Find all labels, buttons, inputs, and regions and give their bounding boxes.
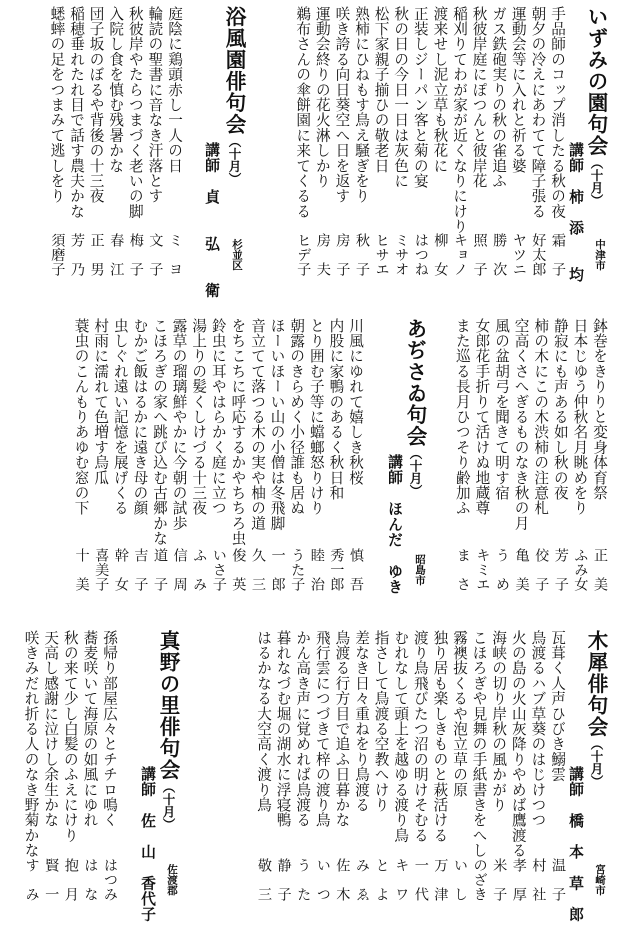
haiku-author: 温 子 (550, 858, 566, 902)
spacer (386, 485, 403, 501)
haiku-line: 蟋蟀の足をつまみて逃しをり (48, 6, 66, 204)
haiku-line: とり囲む子等に蟷螂怒りけり (307, 318, 325, 516)
haiku-author: 秀一郎 (328, 548, 345, 592)
teacher-prefix: 講師 (567, 142, 584, 174)
haiku-author: 正 男 (88, 233, 105, 277)
haiku-line: 渡り鳥飛びたつ沼の明けそむる (411, 630, 429, 843)
club-month: （十月） (408, 447, 423, 497)
club-name: あぢさゐ句会 (403, 318, 427, 447)
teacher-prefix: 講師 (139, 766, 156, 798)
haiku-author: 孝 厚 (510, 858, 527, 902)
haiku-author: 敬 三 (256, 858, 272, 902)
haiku-line: 川風にゆれて嬉しき秋桜 (347, 318, 364, 486)
haiku-author: 勝 次 (491, 233, 508, 277)
haiku-line: 鳥渡るハブ草葵のはじけつつ (529, 630, 547, 828)
haiku-author: 芳 子 (552, 548, 569, 592)
haiku-author: 万 津 (432, 858, 449, 902)
haiku-line: むれなして頭上を越ゆる渡り鳥 (392, 630, 410, 843)
haiku-author: キミエ (474, 548, 491, 592)
haiku-line: ガス鉄砲実りの秋の雀追ふ (490, 6, 508, 189)
haiku-author: 佼 子 (533, 548, 550, 592)
haiku-line: また巡る長月ひつそり齢加ふ (453, 318, 471, 516)
haiku-line: 露草の瑠璃鮮やかに今朝の試歩 (170, 318, 188, 531)
haiku-line: 鉢巻をきりりと変身体育祭 (591, 318, 608, 501)
haiku-author: 幹 女 (112, 548, 129, 592)
haiku-author: う め (494, 548, 510, 592)
haiku-author: ヒデ子 (295, 233, 312, 277)
haiku-line: 暮れなづむ堀の湖水に浮寝鴨 (274, 630, 292, 828)
club-month: （十月） (227, 135, 242, 185)
teacher-prefix: 講師 (203, 142, 220, 174)
haiku-line: 湯上りの髪くしけづる十三夜 (190, 318, 208, 516)
haiku-line: 風の盆胡弓を聞きて明す宿 (493, 318, 510, 501)
haiku-author: キ ワ (393, 858, 410, 902)
haiku-author: ふ み (191, 548, 208, 592)
haiku-line: 鵜布さんの傘餅園に来てくるる (294, 6, 312, 219)
haiku-line: 朝露のきらめく小径誰も居ぬ (288, 318, 306, 516)
haiku-line: 孫帰り部屋広々とチチロ鳴く (101, 630, 118, 828)
haiku-author: 梅 子 (127, 233, 144, 277)
haiku-author: 秋 子 (354, 233, 370, 277)
haiku-line: 静寂にも声ある如し秋の夜 (551, 318, 569, 501)
haiku-line: 正装しジーパン客と菊の宴 (411, 6, 429, 189)
haiku-author: い し (452, 858, 468, 902)
club-location: 杉並区 (231, 239, 243, 271)
haiku-line: 入院し食を慎む残暑かな (107, 6, 125, 174)
haiku-author: す み (23, 858, 40, 902)
club-location: 宮崎市 (594, 864, 606, 896)
haiku-author: 慎 吾 (348, 548, 364, 592)
haiku-author: 道 子 (152, 548, 168, 592)
haiku-line: 内股に家鴨のあるく秋日和 (327, 318, 345, 501)
haiku-author: はつね (412, 233, 429, 277)
haiku-line: 秋彼岸やたらつまづく老いの脚 (126, 6, 144, 219)
club-month: （十月） (161, 780, 176, 831)
haiku-line: こほろぎの家へ跳び込む古郷かな (151, 318, 168, 546)
haiku-author: はつみ (102, 858, 118, 902)
haiku-line: 差なき日々重ねをり鳥渡る (353, 630, 370, 813)
haiku-line: 空高くさへぎるものなき秋の月 (512, 318, 530, 531)
haiku-author: 米 子 (491, 858, 508, 902)
teacher-name: ほんだ ゆき (386, 500, 403, 595)
haiku-author: 柳 女 (432, 233, 449, 277)
club-title (156, 630, 180, 831)
haiku-author: と よ (373, 858, 390, 902)
club-location: 中津市 (594, 239, 606, 271)
haiku-author: 睦 治 (308, 548, 325, 592)
haiku-line: 村雨に濡れて色増す烏瓜 (92, 318, 110, 486)
teacher-name: 貞 弘 衛 (203, 188, 220, 299)
haiku-author: 春 江 (108, 233, 125, 277)
teacher-line (567, 766, 584, 922)
haiku-line: 運動会終りの花火淋しかり (313, 6, 331, 189)
haiku-author: 好太郎 (530, 233, 547, 277)
club-title (584, 630, 608, 788)
haiku-author: う た (295, 858, 312, 902)
haiku-line: 音立てて落つる木の実や柚の道 (249, 318, 266, 531)
haiku-line: 秋彼岸庭にぽつんと彼岸花 (470, 6, 488, 189)
haiku-line: 朝夕の冷えにあわてて障子張る (529, 6, 547, 219)
haiku-line: はるかなる大空高く渡り鳥 (255, 630, 272, 813)
haiku-line: 鈴虫に耳やはらかく庭に立つ (209, 318, 227, 516)
haiku-author: のざき (471, 858, 488, 902)
haiku-line: 熟柿にひねもす鳥え騒ぎをり (353, 6, 370, 204)
haiku-author: 十 美 (73, 548, 90, 592)
club-month: （十月） (589, 737, 604, 788)
haiku-author: 久 三 (250, 548, 266, 592)
club-name: 浴風園俳句会 (222, 6, 246, 135)
haiku-author: うた子 (289, 548, 306, 592)
teacher-line (203, 142, 220, 298)
haiku-author: 抱 月 (62, 858, 79, 902)
haiku-line: 輪読の聖書に音なき汗落とす (146, 6, 164, 204)
haiku-line: 運動会等に入れと祈る婆 (509, 6, 527, 174)
haiku-line: 庭陰に鶏頭赤し一人の日 (166, 6, 183, 174)
haiku-line: かん高き声に覚めれば鳥渡る (294, 630, 312, 828)
teacher-line (567, 142, 584, 282)
haiku-line: 秋の来て少し白髪のふえにけり (61, 630, 79, 843)
haiku-line: 女郎花手折りて活けぬ地蔵尊 (473, 318, 491, 516)
club-name: 木犀俳句会 (584, 630, 608, 738)
haiku-author: 亀 美 (513, 548, 530, 592)
haiku-line: 柿の木にこの木渋柿の注意札 (532, 318, 550, 516)
teacher-prefix: 講師 (386, 454, 403, 486)
haiku-author: ヤツニ (510, 233, 527, 277)
haiku-author: 照 子 (471, 233, 488, 277)
haiku-line: 飛行雲につづきて梓の渡り鳥 (313, 630, 331, 828)
haiku-author: いさ子 (210, 548, 227, 592)
haiku-line: ほーいほーい山の小僧は冬飛脚 (268, 318, 286, 531)
haiku-author: 吉 子 (132, 548, 149, 592)
teacher-line (139, 766, 156, 922)
haiku-line: 咲きみだれ折る人のなき野菊かな (22, 630, 40, 858)
haiku-author: キョノ (452, 233, 468, 277)
club-title (403, 318, 427, 497)
haiku-author: 正 美 (592, 548, 608, 592)
haiku-line: むかご飯はるかに遠き母の顔 (131, 318, 149, 516)
haiku-author: 信 周 (171, 548, 188, 592)
haiku-author: ま さ (454, 548, 471, 592)
haiku-line: 蕎麦咲いて海原の如風にゆれ (81, 630, 99, 828)
haiku-author: 房 夫 (314, 233, 331, 277)
haiku-author: 佐 木 (334, 858, 351, 902)
haiku-author: ヒサエ (373, 233, 390, 277)
haiku-line: 松下家親子揃ひの敬老日 (372, 6, 390, 174)
haiku-author: 須磨子 (49, 233, 66, 277)
haiku-author: は な (82, 858, 99, 902)
haiku-author: 文 子 (147, 233, 164, 277)
teacher-prefix: 講師 (567, 766, 584, 798)
club-location: 佐渡郡 (166, 864, 178, 896)
haiku-line: 火の島の火山灰降りやめば鷹渡る (509, 630, 527, 858)
haiku-line: 独り居も楽しきものと萩活ける (431, 630, 449, 843)
teacher-name: 佐 山 香代子 (139, 812, 156, 923)
spacer (567, 797, 584, 813)
haiku-author: い つ (314, 858, 331, 902)
haiku-author: ミ ヨ (167, 233, 183, 277)
haiku-line: 手品師のコップ消したる秋の夜 (549, 6, 566, 219)
teacher-name: 橋 本 草 郎 (567, 812, 584, 923)
haiku-line: をちこちに呼応するかやちちろ虫 (229, 318, 247, 546)
haiku-author: 一 郎 (269, 548, 286, 592)
haiku-author: 一 代 (412, 858, 429, 902)
haiku-author: 俊 英 (230, 548, 247, 592)
club-title (584, 6, 608, 207)
haiku-line: 指さして鳥渡る空教へけり (372, 630, 390, 813)
club-name: 真野の里俳句会 (156, 630, 180, 781)
haiku-line: 日本じゆう仲秋名月眺めをり (571, 318, 589, 516)
club-name: いずみの園句会 (584, 6, 608, 157)
haiku-line: 鳥渡る行方目で追ふ日暮かな (333, 630, 351, 828)
club-title (222, 6, 246, 185)
haiku-author: 霜 子 (550, 233, 566, 277)
haiku-line: 咲き誇る向日葵空へ日を返す (333, 6, 351, 204)
haiku-author: 村 社 (530, 858, 547, 902)
haiku-line: 稲穂垂れたれ目で話す農夫かな (68, 6, 85, 219)
club-month: （十月） (589, 156, 604, 207)
haiku-line: 団子坂のぼるや背後の十三夜 (87, 6, 105, 204)
teacher-name: 柿 添 均 (567, 188, 584, 283)
club-location: 昭島市 (414, 554, 426, 586)
haiku-line: 瓦葺く人声ひびき鰯雲 (549, 630, 566, 782)
haiku-line: 渡来せし泥立草も秋花に (431, 6, 449, 174)
spacer (567, 173, 584, 189)
spacer (139, 797, 156, 813)
haiku-author: 喜美子 (93, 548, 110, 592)
haiku-line: 秋の日の今日一日は灰色に (392, 6, 410, 189)
spacer (203, 173, 220, 189)
haiku-line: 天高し感謝に泣けし余生かな (42, 630, 60, 828)
haiku-line: 虫しぐれ遠い記憶を展げくる (111, 318, 129, 516)
haiku-author: ふみ女 (572, 548, 589, 592)
haiku-line: こほろぎや見舞の手紙書きをへし (470, 630, 488, 858)
haiku-line: 蓑虫のこんもりあゆむ窓の下 (72, 318, 90, 516)
haiku-author: 静 子 (275, 858, 292, 902)
haiku-author: み ゑ (354, 858, 370, 902)
haiku-author: 芳 乃 (69, 233, 85, 277)
haiku-line: 霧襖抜くるや泡立草の原 (451, 630, 468, 798)
haiku-author: 房 子 (334, 233, 351, 277)
haiku-author: ミサオ (393, 233, 410, 277)
haiku-author: 賢 一 (43, 858, 60, 902)
haiku-line: 海峡の切り岸秋の風かがり (490, 630, 508, 813)
teacher-line (386, 454, 403, 594)
haiku-line: 稲刈りてわが家が近くなりにけり (451, 6, 468, 234)
